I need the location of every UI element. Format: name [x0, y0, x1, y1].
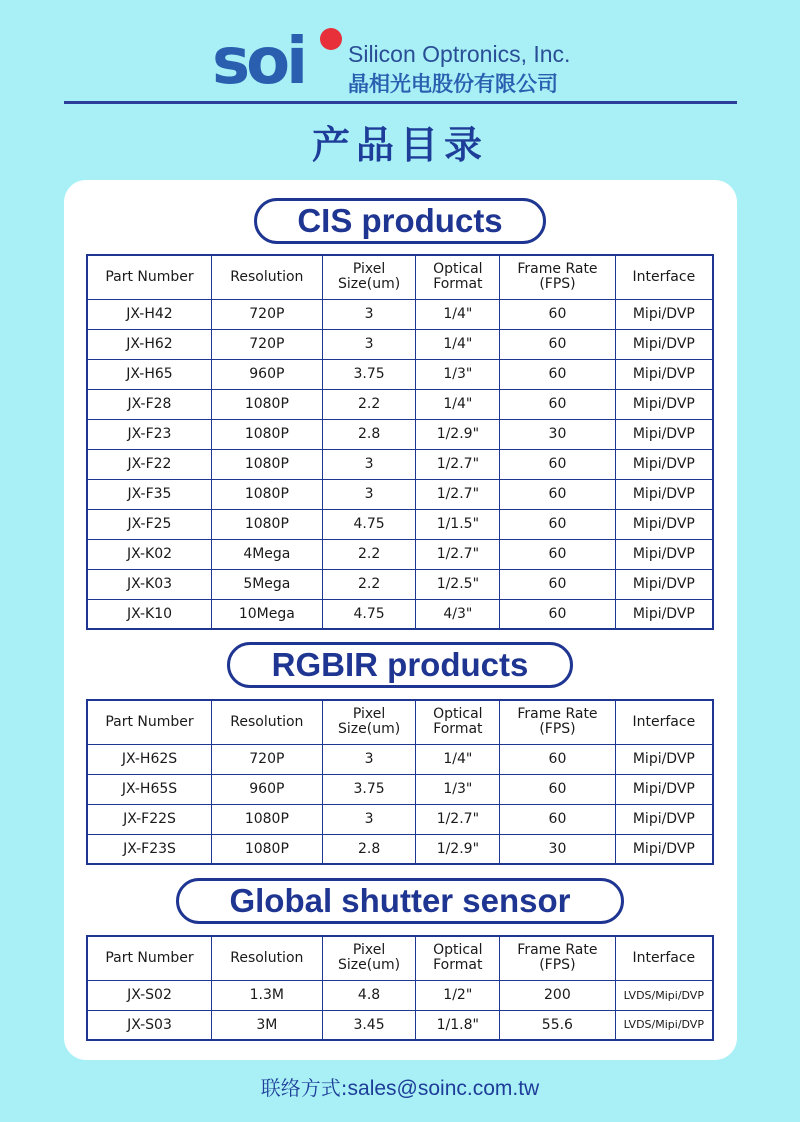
cell-interface: Mipi/DVP	[615, 299, 713, 329]
table-row	[87, 569, 713, 599]
company-name-zh: 晶相光电股份有限公司	[348, 72, 558, 96]
table-row	[87, 389, 713, 419]
col-header-pixel-size: Pixel Size(um)	[322, 255, 416, 299]
cell-optical-format: 1/3"	[416, 774, 500, 804]
cell-pixel-size: 2.2	[322, 539, 416, 569]
cell-part-number: JX-K03	[87, 569, 212, 599]
cell-frame-rate: 60	[500, 744, 615, 774]
cell-interface: Mipi/DVP	[615, 834, 713, 864]
cell-optical-format: 1/2.7"	[416, 449, 500, 479]
cell-frame-rate: 60	[500, 389, 615, 419]
cell-interface: Mipi/DVP	[615, 479, 713, 509]
cell-interface: Mipi/DVP	[615, 329, 713, 359]
cell-interface: Mipi/DVP	[615, 509, 713, 539]
cell-frame-rate: 55.6	[500, 1010, 615, 1040]
col-header-part-number: Part Number	[87, 936, 211, 980]
cell-pixel-size: 2.8	[322, 419, 416, 449]
table-row	[87, 599, 713, 629]
cell-pixel-size: 4.75	[322, 599, 416, 629]
col-header-part-number: Part Number	[87, 700, 212, 744]
cell-frame-rate: 60	[500, 774, 615, 804]
table-row	[87, 509, 713, 539]
global-shutter-table	[86, 935, 714, 1041]
table-row	[87, 834, 713, 864]
section-title-cis: CIS products	[254, 198, 546, 244]
col-header-frame-rate: Frame Rate (FPS)	[500, 936, 615, 980]
cell-optical-format: 1/2.7"	[416, 804, 500, 834]
logo-red-dot	[320, 28, 342, 50]
cell-optical-format: 1/2"	[416, 980, 500, 1010]
cis-products-table	[86, 254, 714, 630]
cell-resolution: 720P	[212, 329, 323, 359]
col-header-interface: Interface	[615, 936, 713, 980]
cell-frame-rate: 60	[500, 449, 615, 479]
cell-part-number: JX-H62S	[87, 744, 212, 774]
cell-resolution: 720P	[212, 299, 323, 329]
cell-frame-rate: 30	[500, 834, 615, 864]
col-header-optical-format: Optical Format	[416, 700, 500, 744]
cell-resolution: 720P	[212, 744, 323, 774]
cell-interface: Mipi/DVP	[615, 539, 713, 569]
company-name-en: Silicon Optronics, Inc.	[348, 41, 571, 67]
section-title-global-shutter: Global shutter sensor	[176, 878, 624, 924]
cell-pixel-size: 4.8	[322, 980, 416, 1010]
cell-part-number: JX-F23S	[87, 834, 212, 864]
col-header-resolution: Resolution	[212, 700, 323, 744]
cell-part-number: JX-K02	[87, 539, 212, 569]
col-header-interface: Interface	[615, 255, 713, 299]
cell-resolution: 5Mega	[212, 569, 323, 599]
cell-part-number: JX-K10	[87, 599, 212, 629]
cell-pixel-size: 4.75	[322, 509, 416, 539]
cell-frame-rate: 60	[500, 479, 615, 509]
table-row	[87, 774, 713, 804]
cell-resolution: 960P	[212, 359, 323, 389]
table-row	[87, 479, 713, 509]
cell-frame-rate: 60	[500, 329, 615, 359]
cell-frame-rate: 200	[500, 980, 615, 1010]
rgbir-products-table	[86, 699, 714, 865]
cell-interface: Mipi/DVP	[615, 599, 713, 629]
cell-resolution: 1080P	[212, 509, 323, 539]
cell-part-number: JX-F23	[87, 419, 212, 449]
table-row	[87, 539, 713, 569]
cell-optical-format: 1/1.5"	[416, 509, 500, 539]
cell-optical-format: 1/4"	[416, 329, 500, 359]
cell-resolution: 1080P	[212, 834, 323, 864]
cell-pixel-size: 2.2	[322, 569, 416, 599]
cell-resolution: 4Mega	[212, 539, 323, 569]
cell-resolution: 3M	[211, 1010, 322, 1040]
cell-pixel-size: 3	[322, 299, 416, 329]
table-row	[87, 359, 713, 389]
cell-optical-format: 1/2.7"	[416, 479, 500, 509]
cell-optical-format: 1/1.8"	[416, 1010, 500, 1040]
cell-part-number: JX-H42	[87, 299, 212, 329]
cell-optical-format: 1/4"	[416, 389, 500, 419]
cell-interface: Mipi/DVP	[615, 569, 713, 599]
table-header-row	[87, 255, 713, 299]
cell-part-number: JX-F25	[87, 509, 212, 539]
table-row	[87, 329, 713, 359]
cell-optical-format: 1/4"	[416, 744, 500, 774]
cell-part-number: JX-F28	[87, 389, 212, 419]
cell-optical-format: 1/2.7"	[416, 539, 500, 569]
cell-frame-rate: 60	[500, 299, 615, 329]
cell-resolution: 1080P	[212, 389, 323, 419]
cell-pixel-size: 3	[322, 449, 416, 479]
cell-interface: LVDS/Mipi/DVP	[615, 1010, 713, 1040]
cell-resolution: 1.3M	[211, 980, 322, 1010]
cell-resolution: 1080P	[212, 419, 323, 449]
cell-pixel-size: 2.2	[322, 389, 416, 419]
cell-part-number: JX-F22	[87, 449, 212, 479]
cell-pixel-size: 3	[322, 744, 416, 774]
cell-optical-format: 1/2.9"	[416, 834, 500, 864]
cell-frame-rate: 30	[500, 419, 615, 449]
cell-optical-format: 1/4"	[416, 299, 500, 329]
cell-interface: Mipi/DVP	[615, 774, 713, 804]
col-header-frame-rate: Frame Rate (FPS)	[500, 255, 615, 299]
table-row	[87, 419, 713, 449]
table-header-row	[87, 700, 713, 744]
cell-resolution: 960P	[212, 774, 323, 804]
table-header-row	[87, 936, 713, 980]
col-header-frame-rate: Frame Rate (FPS)	[500, 700, 615, 744]
table-row	[87, 1010, 713, 1040]
col-header-pixel-size: Pixel Size(um)	[322, 700, 416, 744]
table-row	[87, 980, 713, 1010]
cell-part-number: JX-H65S	[87, 774, 212, 804]
cell-pixel-size: 3.45	[322, 1010, 416, 1040]
cell-frame-rate: 60	[500, 804, 615, 834]
cell-optical-format: 1/3"	[416, 359, 500, 389]
cell-pixel-size: 3.75	[322, 774, 416, 804]
cell-pixel-size: 3	[322, 804, 416, 834]
table-row	[87, 449, 713, 479]
cell-interface: LVDS/Mipi/DVP	[615, 980, 713, 1010]
table-row	[87, 744, 713, 774]
header	[0, 0, 800, 110]
cell-pixel-size: 3	[322, 479, 416, 509]
col-header-pixel-size: Pixel Size(um)	[322, 936, 416, 980]
cell-optical-format: 1/2.5"	[416, 569, 500, 599]
contact-footer	[0, 1072, 800, 1101]
cell-pixel-size: 3.75	[322, 359, 416, 389]
cell-resolution: 1080P	[212, 479, 323, 509]
logo-wordmark: soi	[212, 25, 304, 99]
cell-interface: Mipi/DVP	[615, 744, 713, 774]
header-divider	[64, 101, 737, 104]
cell-frame-rate: 60	[500, 569, 615, 599]
cell-interface: Mipi/DVP	[615, 389, 713, 419]
cell-interface: Mipi/DVP	[615, 359, 713, 389]
contact-email[interactable]: sales@soinc.com.tw	[347, 1077, 540, 1100]
col-header-optical-format: Optical Format	[416, 255, 500, 299]
cell-pixel-size: 3	[322, 329, 416, 359]
section-title-rgbir: RGBIR products	[227, 642, 573, 688]
cell-pixel-size: 2.8	[322, 834, 416, 864]
cell-part-number: JX-F35	[87, 479, 212, 509]
col-header-part-number: Part Number	[87, 255, 212, 299]
cell-frame-rate: 60	[500, 509, 615, 539]
cell-frame-rate: 60	[500, 599, 615, 629]
cell-frame-rate: 60	[500, 539, 615, 569]
cell-optical-format: 1/2.9"	[416, 419, 500, 449]
page-title: 产品目录	[311, 123, 488, 167]
cell-optical-format: 4/3"	[416, 599, 500, 629]
cell-part-number: JX-H65	[87, 359, 212, 389]
cell-interface: Mipi/DVP	[615, 449, 713, 479]
cell-resolution: 1080P	[212, 449, 323, 479]
col-header-resolution: Resolution	[211, 936, 322, 980]
cell-part-number: JX-H62	[87, 329, 212, 359]
cell-part-number: JX-S03	[87, 1010, 211, 1040]
cell-interface: Mipi/DVP	[615, 804, 713, 834]
table-row	[87, 299, 713, 329]
col-header-resolution: Resolution	[212, 255, 323, 299]
cell-part-number: JX-F22S	[87, 804, 212, 834]
cell-resolution: 10Mega	[212, 599, 323, 629]
cell-interface: Mipi/DVP	[615, 419, 713, 449]
contact-label: 联络方式:	[260, 1076, 348, 1100]
col-header-optical-format: Optical Format	[416, 936, 500, 980]
cell-frame-rate: 60	[500, 359, 615, 389]
cell-part-number: JX-S02	[87, 980, 211, 1010]
table-row	[87, 804, 713, 834]
cell-resolution: 1080P	[212, 804, 323, 834]
company-logo	[212, 25, 342, 99]
col-header-interface: Interface	[615, 700, 713, 744]
